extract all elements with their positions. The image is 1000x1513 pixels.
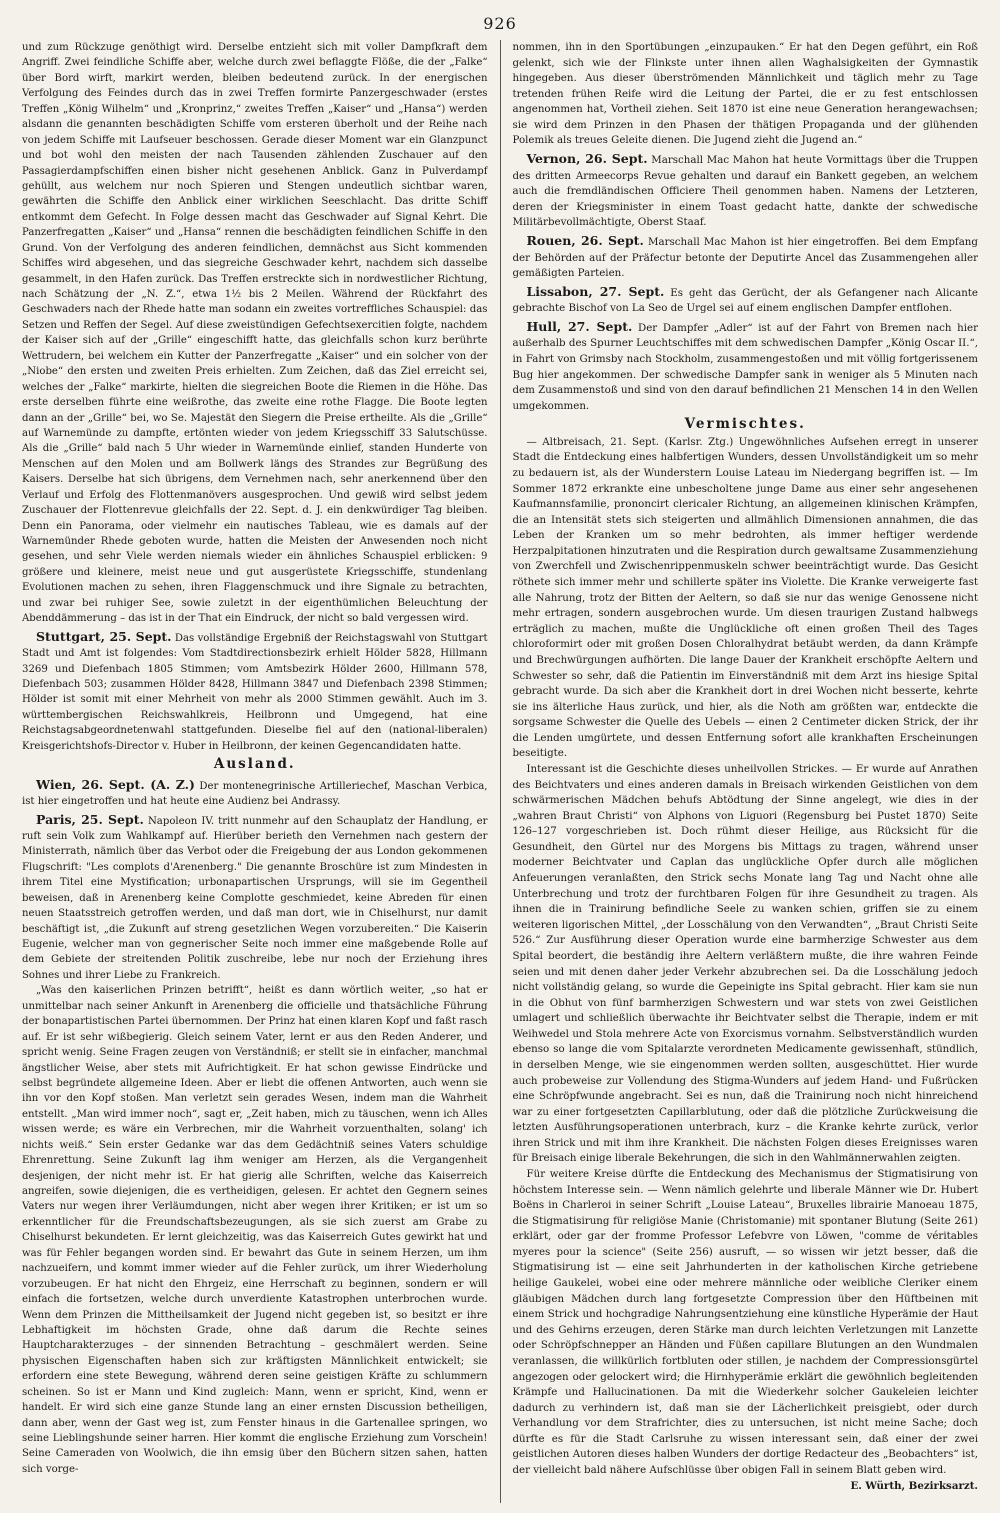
columns [22, 40, 978, 1503]
paris-quote-continued: nommen, ihn in den Sportübungen „einzupauken.“ Er hat den Degen geführt, ein Roß gelenkt, sich wie der Flinkste unter ihnen allen Waghalsigkeiten der Gymnastik hingegeben. Aus dieser überströmenden Männlichkeit und täglich mehr zu Tage tretenden frühen Reife wird die Leitung der Partei, die er zu fest entschlossen angenommen hat, Vortheil ziehen. Seit 1870 ist eine neue Generation herangewachsen; sie wird dem Prinzen in den Phasen der thätigen Propaganda und der glühenden Polemik als treues Geleite dienen. Die Jugend zieht die Jugend an.“ [512, 41, 978, 147]
page-number: 926 [483, 14, 517, 33]
vernon-text: Marschall Mac Mahon hat heute Vormittags über die Truppen des dritten Armeecorps Revue gehalten und darauf ein Bankett gegeben, an welchem auch die fremdländischen Officiere Theil genommen haben. Namens der Letzteren, deren der Kriegsminister in einem Toast gedacht hatte, dankte der schwedische Militärbevollmächtigte, Oberst Staaf. [512, 154, 978, 229]
rope-history-paragraph: Interessant ist die Geschichte dieses unheilvollen Strickes. — Er wurde auf Anrathen des Beichtvaters und eines anderen damals in Breisach wirkenden Geistlichen von dem schwärmerischen Mädchen behufs Abtödtung der Sinne angelegt, wie dies in der „wahren Braut Christi“ von Alphons von Liguori (Regensburg bei Pustet 1870) Seite 126–127 vorgeschrieben ist. Doch rühmt dieser Heilige, aus Rücksicht für die Gesundheit, den Gürtel nur des Morgens bis Mittags zu tragen, während unser moderner Beichtvater und Caplan das unglückliche Opfer durch alle möglichen Anfeuerungen veranlaßten, den Strick sechs Monate lang Tag und Nacht ohne alle Unterbrechung und trotz der furchtbaren Folgen für ihre Gesundheit zu tragen. Als ihnen die in Trainirung befindliche Seele zu wanken schien, griffen sie zu einem weiteren ligorischen Mittel, „der Losschälung von den Verwandten“, „Braut Christi Seite 526.“ Zur Ausführung dieser Operation wurde eine barmherzige Schwester aus dem Spital beordert, die beständig ihre Aeltern verläßtern mußte, die ihre wahren Feinde seien und mit denen daher jeder Verkehr abzubrechen sei. Da die Losschälung jedoch nicht vollständig gelang, so wurde die Gepeinigte ins Spital gebracht. Hier kam sie nun in die Obhut von fünf barmherzigen Schwestern und war stets von zwei Geistlichen umlagert und schließlich überwachte ihr Beichtvater selbst die Therapie, indem er mit Weihwedel und Stola mehrere Acte von Exorcismus vornahm. Selbstverständlich wurden ebenso so lange die vom Spitalarzte verordneten Medicamente gewissenhaft, stündlich, in derselben Menge, wie sie eingenommen werden sollten, ausgeschüttet. Hier wurde auch probeweise zur Vollendung des Stigma-Wunders auf jedem Hand- und Fußrücken eine Schröpfwunde angebracht. Sei es nun, daß die Trainirung noch nicht hinreichend war zu einer fortgesetzten Capillarblutung, oder daß die plötzliche Zurückweisung die letzten Ausführungsoperationen unterbrach, kurz – die Kranke kehrte zurück, verlor ihren Strick und mit ihm ihre Krankheit. Die nächsten Folgen dieses Ereignisses waren für Breisach einige liberale Bekehrungen, die sich in den Wahlmännerwahlen zeigten. [512, 762, 978, 1165]
vernon-report [512, 149, 978, 231]
hull-text: Der Dampfer „Adler“ ist auf der Fahrt von Bremen nach hier außerhalb des Spurner Leuchtschiffes mit dem schwedischen Dampfer „König Oscar II.“, in Fahrt von Grimsby nach Stockholm, zusammengestoßen und mit völlig fortgerissenem Bug hier angekommen. Der schwedische Dampfer sank in weniger als 5 Minuten nach dem Zusammenstoß und sind von den darauf befindlichen 21 Menschen 14 in den Wellen umgekommen. [512, 321, 978, 412]
ausland-heading: Ausland. [213, 756, 296, 773]
stigmatisation-paragraph: Für weitere Kreise dürfte die Entdeckung des Mechanismus der Stigmatisirung von höchstem Interesse sein. — Wenn nämlich gelehrte und liberale Männer wie Dr. Hubert Boëns in Charleroi in seiner Schrift „Louise Lateau“, Bruxelles librairie Manoeau 1875, die Stigmatisirung für religiöse Manie (Christomanie) mit spontaner Blutung (Seite 261) erklärt, oder gar der fromme Professor Lefebvre von Löwen, "comme de véritables myeres pour la science" (Seite 256) ausruft, — so wissen wir jetzt besser, daß die Stigmatisirung ist — eine seit Jahrhunderten in der katholischen Kirche getriebene heilige Gaukelei, wobei eine oder mehrere männliche oder weibliche Cleriker einem gläubigen Mädchen durch lang fortgesetzte Compression über den Hüftbeinen mit einem Strick und hochgradige Nahrungsentziehung eine künstliche Hyperämie der Haut und des Gehirns erzeugen, deren Stärke man durch leichten Verletzungen mit Lanzette oder Schröpfschnepper an Händen und Füßen capillare Blutungen an den Wundmalen veranlassen, die willkürlich fortbluten oder stillen, je nachdem der Compressionsgürtel angezogen oder gelockert wird; die Hirnhyperämie erklärt die gewöhnlich begleitenden Krämpfe und Hallucinationen. Da mit die Wiederkehr solcher Gaukeleien leichter dadurch zu verhindern ist, daß man sie der Lächerlichkeit preisgiebt, oder durch Verhandlung vor dem Strafrichter, dies zu untersuchen, ist nicht meine Sache; doch dürfte es für die Stadt Carlsruhe zu wissen interessant sein, daß einer der zwei geistlichen Autoren dieses halben Wunders der dortige Redacteur des „Beobachters“ ist, der vielleicht bald nähere Aufschlüsse über obigen Fall in seinem Blatt geben wird. [512, 1168, 978, 1476]
paris-quote: „Was den kaiserlichen Prinzen betrifft“, heißt es dann wörtlich weiter, „so hat er unmittelbar nach seiner Ankunft in Arenenberg die officielle und thatsächliche Führung der bonapartistischen Partei übernommen. Der Prinz hat einen klaren Kopf und faßt rasch auf. Er ist sehr wißbegierig. Gleich seinem Vater, lernt er aus den Reden Anderer, und spricht wenig. Seine Fragen zeugen von Verständniß; er stellt sie in einfacher, manchmal ängstlicher Weise, aber stets mit Aufrichtigkeit. Er hat schon gewisse Eindrücke und selbst begründete allgemeine Ideen. Aber er liebt die offenen Antworten, auch wenn sie ihn vor den Kopf stoßen. Man verletzt sein gerades Wesen, indem man die Wahrheit entstellt. „Man wird immer noch“, sagt er, „Zeit haben, mich zu täuschen, wenn ich Alles wissen werde; es wäre ein Verbrechen, mir die Wahrheit vorzuenthalten, solang' ich nichts weiß.“ Sein erster Gedanke war das dem Gedächtniß seines Vaters schuldige Ehrenrettung. Seine Zukunft lag ihm weniger am Herzen, als die Vergangenheit desjenigen, der nicht mehr ist. Er hat gierig alle Schriften, welche das Kaiserreich angreifen, sowie diejenigen, die es vertheidigen, gelesen. Er achtet den Gegnern seines Vaters nur wegen ihrer Verläumdungen, nicht aber wegen ihrer Kritiken; er ist um so erkenntlicher für die Freundschaftsbezeugungen, als sie sich zuerst am Grabe zu Chiselhurst bekundeten. Er lernt gleichzeitig, was das Kaiserreich Gutes gewirkt hat und was für Fehler begangen worden sind. Er bewahrt das Gute in seinem Herzen, um ihm nachzueifern, und kommt immer wieder auf die Fehler zurück, um ihrer Wiederholung vorzubeugen. Er hat nicht den Ehrgeiz, eine Herrschaft zu beginnen, sondern er will einfach die fortsetzen, welche durch unverdiente Katastrophen unterbrochen wurde. Wenn dem Prinzen die Mittheilsamkeit der Jugend nicht gegeben ist, so besitzt er ihre Lebhaftigkeit im höchsten Grade, ohne daß darum die Rechte seines Hauptcharakterzuges – der sinnenden Betrachtung – geschmälert werden. Seine physischen Eigenschaften haben sich zur kräftigsten Männlichkeit entwickelt; sie erfordern eine stete Bewegung, während deren seine geistigen Kräfte zu schlummern scheinen. So ist er Mann und Kind zugleich: Mann, wenn er spricht, Kind, wenn er handelt. Er wird sich eine ganze Stunde lang an einer ernsten Discussion betheiligen, dann aber, wenn der Gast weg ist, zum Fenster hinaus in die Gartenallee springen, wo seine Lieblingshunde seiner harren. Hier kommt die englische Erziehung zum Vorschein! Seine Cameraden von Woolwich, die ihn emsig über den Büchern sitzen sahen, hatten sich vorge- [22, 985, 488, 1475]
stuttgart-dateline: Stuttgart, 25. Sept. [36, 628, 172, 644]
wien-text: Der montenegrinische Artilleriechef, Maschan Verbica, ist hier eingetroffen und hat heute eine Audienz bei Andrassy. [22, 780, 488, 808]
rouen-report [512, 231, 978, 282]
left-column [22, 40, 488, 1503]
hull-report [512, 317, 978, 414]
vermischtes-heading: Vermischtes. [684, 416, 806, 433]
right-column [512, 40, 978, 1503]
author-signature: E. Würth, Bezirksarzt. [850, 1479, 978, 1492]
stuttgart-report [22, 627, 488, 755]
rouen-dateline: Rouen, 26. Sept. [526, 232, 644, 248]
hull-dateline: Hull, 27. Sept. [526, 318, 633, 334]
altbreisach-article: — Altbreisach, 21. Sept. (Karlsr. Ztg.) Ungewöhnliches Aufsehen erregt in unserer Stadt die Entdeckung eines halbfertigen Wunders, dessen Unvollständigkeit um so mehr zu bedauern ist, als der Wunderstern Louise Lateau im Niedergang begriffen ist. — Im Sommer 1872 erkrankte eine unbescholtene junge Dame aus einer sehr angesehenen Kaufmannsfamilie, prononcirt clericaler Richtung, an allgemeinen klinischen Krämpfen, die an Intensität stets sich steigerten und allmählich Dimensionen annahmen, die das Leben der Kranken um so mehr bedrohten, als immer heftiger werdende Herzpalpitationen hinzutraten und die Respiration durch gewaltsame Zusammenziehung von Zwerchfell und Zwischenrippenmuskeln schwer beeinträchtigt wurde. Das Gesicht röthete sich immer mehr und schillerte später ins Violette. Die Kranke verweigerte fast alle Nahrung, trotz der Bitten der Aeltern, so daß sie nur das wenige Genossene nicht mehr ertragen, sondern ausgebrochen wurde. Um diesen traurigen Zustand halbwegs erträglich zu machen, mußte die Unglückliche oft einen großen Theil des Tages chloroformirt oder mit großen Dosen Chloralhydrat betäubt werden, da dann Krämpfe und Brechwürgungen aufhörten. Die lange Dauer der Krankheit erschöpfte Aeltern und Schwester so sehr, daß die Patientin im Einverständniß mit dem Arzt ins hiesige Spital gebracht wurde. Da sich aber die Krankheit dort in drei Wochen nicht besserte, kehrte sie ins älterliche Haus zurück, und hier, als die Noth am größten war, entdeckte die sorgsame Schwester die Quelle des Uebels — einen 2 Centimeter dicken Strick, der ihr die Lenden umgürtete, und dessen Entfernung sofort alle krankhaften Erscheinungen beseitigte. [512, 435, 978, 760]
stuttgart-text: Das vollständige Ergebniß der Reichstagswahl von Stuttgart Stadt und Amt ist folgendes: Vom Stadtdirectionsbezirk erhielt Hölder 5828, Hillmann 3269 und Diefenbach 1805 Stimmen; vom Amtsbezirk Hölder 2600, Hillmann 578, Diefenbach 503; zusammen Hölder 8428, Hillmann 3847 und Diefenbach 2398 Stimmen; Hölder ist somit mit einer Mehrheit von mehr als 2000 Stimmen gewählt. Auch im 3. württembergischen Reichswahlkreis, Heilbronn und Umgegend, hat eine Reichstagsabgeordnetenwahl stattgefunden. Dieselbe fiel auf den (national-liberalen) Kreisgerichtshofs-Director v. Huber in Heilbronn, der keinen Gegencandidaten hatte. [22, 632, 488, 752]
paris-report [22, 810, 488, 984]
column-divider [500, 40, 501, 1503]
lissabon-text: Es geht das Gerücht, der als Gefangener nach Alicante gebrachte Bischof von La Seo de Urgel sei auf einem englischen Dampfer entflohen. [512, 286, 978, 315]
wien-dateline: Wien, 26. Sept. (A. Z.) [36, 776, 195, 792]
rouen-text: Marschall Mac Mahon ist hier eingetroffen. Bei dem Empfang der Behörden auf der Präfectur betonte der Deputirte Ancel das Zusammengehen aller gemäßigten Parteien. [512, 235, 978, 280]
lissabon-report [512, 282, 978, 317]
fleet-manoeuvre-article: und zum Rückzuge genöthigt wird. Derselbe entzieht sich mit voller Dampfkraft dem Angriff. Zwei feindliche Schiffe aber, welche durch zwei beflaggte Flöße, die der „Falke“ über Bord wirft, markirt werden, bleiben bedeutend zurück. In der energischen Verfolgung des Feindes durch das in zwei Treffen formirte Panzergeschwader (erstes Treffen „König Wilhelm“ und „Kronprinz,“ zweites Treffen „Kaiser“ und „Hansa“) werden alsdann die genannten beschädigten Schiffe vom ersteren überholt und der Reihe nach von jedem Schiffe mit Laufseuer beschossen. Gerade dieser Moment war ein Glanzpunct und bot wohl den meisten der nach Tausenden zählenden Zuschauer auf den Passagierdampfschiffen einen bisher nicht gesehenen Anblick. Ganz in Pulverdampf gehüllt, aus welchem nur noch Spieren und Stengen undeutlich sichtbar waren, gewährten die Schiffe den Anblick einer wirklichen Seeschlacht. Das dritte Schiff entkommt dem Gefecht. In Folge dessen macht das Geschwader auf Signal Kehrt. Die Panzerfregatten „Kaiser“ und „Hansa“ rennen die beschädigten feindlichen Schiffe in den Grund. Von der Verfolgung des anderen feindlichen, demnächst aus Sicht kommenden Schiffes wird abgesehen, und das siegreiche Geschwader kehrt, nachdem sich dasselbe gesammelt, in den Hafen zurück. Das Treffen erstreckte sich in nordwestlicher Richtung, nach Schätzung der „N. Z.“, etwa 1½ bis 2 Meilen. Während der Rückfahrt des Geschwaders nach der Rhede hatte man sodann ein zweites vortreffliches Schauspiel: das Setzen und Reffen der Segel. Auf diese zweistündigen Gefechtsexercitien folgte, nachdem der Kaiser sich auf der „Grille“ eingeschifft hatte, das gleichfalls schon kurz berührte Wettrudern, bei welchem ein Kutter der Panzerfregatte „Kaiser“ und ein solcher von der „Niobe“ den ersten und zweiten Preis erhielten. Zum Zeichen, daß das Ziel erreicht sei, welches der „Falke“ markirte, hielten die siegreichen Boote die Riemen in die Höhe. Das erste derselben führte eine weißrothe, das zweite eine rothe Flagge. Die Boote legten dann an der „Grille“ bei, wo Se. Majestät den Siegern die Preise ertheilte. Als die „Grille“ auf Warnemünde zu dampfte, ertönten wieder von jedem Kriegsschiff 33 Salutschüsse. Als die „Grille“ bald nach 5 Uhr wieder in Warnemünde einlief, standen Hunderte von Menschen auf den Molen und am Bollwerk längs des Strandes zur Begrüßung des Kaisers. Derselbe hat sich übrigens, dem Vernehmen nach, sehr anerkennend über den Verlauf und Erfolg des Flottenmanövers ausgesprochen. Und gewiß wird selbst jedem Zuschauer der Flottenrevue gleichfalls der 22. Sept. d. J. ein denkwürdiger Tag bleiben. Denn ein Panorama, oder vielmehr ein nautisches Tableau, wie es damals auf der Warnemünder Rhede geboten wurde, hatten die Meisten der Anwesenden noch nicht gesehen, und sehr Viele werden niemals wieder ein ähnliches Schauspiel erblicken: 9 größere und kleinere, meist neue und gut ausgerüstete Kriegsschiffe, stundenlang Evolutionen machen zu sehen, ihren Flaggenschmuck und ihre Signale zu betrachten, und zwar bei ruhiger See, sowie zuletzt in der eigenthümlichen Beleuchtung der Abenddämmerung – das ist in der That ein Eindruck, der nicht so bald vergessen wird. [22, 42, 488, 625]
paris-text: Napoleon IV. tritt nunmehr auf den Schauplatz der Handlung, er ruft sein Volk zum Wahlkampf auf. Hierüber berieth den Vernehmen nach gestern der Ministerrath, nämlich über das Verbot oder die Freigebung der aus London gekommenen Flugschrift: "Les complots d'Arenenberg." Die genannte Broschüre ist zum Mindesten in ihrem Titel eine Mystification; urbonapartischen Ursprungs, will sie im Gegentheil beweisen, daß in Arenenberg keine Complotte geschmiedet, keine Abreden für einen neuen Staatsstreich getroffen werden, und daß man dort, wie in Chiselhurst, nur damit beschäftigt ist, „die Zukunft auf streng gesetzlichen Wegen vorzubereiten.“ Die Kaiserin Eugenie, welcher man von gegnerischer Seite noch immer eine maßgebende Rolle auf dem Gebiete der streitenden Politik zuschreibe, lebe nur noch der Erziehung ihres Sohnes und ihrer Liebe zu Frankreich. [22, 815, 488, 981]
paris-dateline: Paris, 25. Sept. [36, 811, 144, 827]
vernon-dateline: Vernon, 26. Sept. [526, 151, 648, 167]
wien-report [22, 775, 488, 810]
lissabon-dateline: Lissabon, 27. Sept. [526, 283, 665, 299]
